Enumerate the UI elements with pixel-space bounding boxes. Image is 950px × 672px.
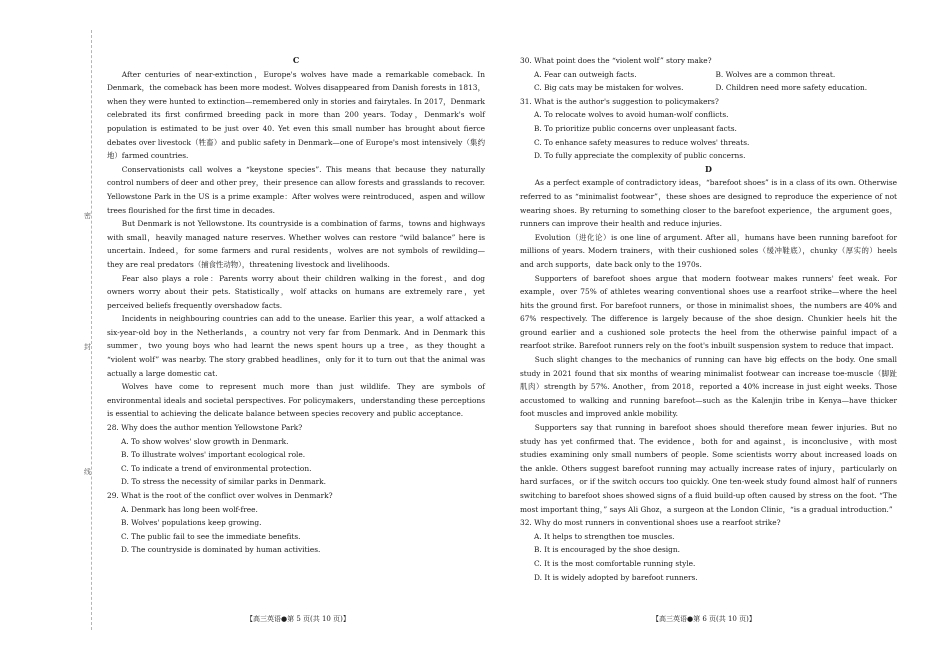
page-footer: 【高三英语●第 5 页(共 10 页)】 xyxy=(246,615,350,623)
paragraph: Conservationists call wolves a “keystone species”. This means that because they naturally control numbers of deer and other prey，their presence can allow forests and grasslands to recover. Yellowstone Park in the US is a prime example：After wolves were reintroduced，aspen and willow trees flourished for the first time in decades. xyxy=(107,164,485,215)
answer-option: C. To enhance safety measures to reduce wolves' threats. xyxy=(534,137,750,147)
answer-option: D. It is widely adopted by barefoot runners. xyxy=(534,572,698,582)
option-row xyxy=(520,81,897,95)
option-row xyxy=(520,68,897,82)
right-column xyxy=(520,54,897,584)
answer-option: A. Denmark has long been wolf-free. xyxy=(121,504,258,514)
margin-mark-seal: 封 xyxy=(84,343,91,351)
answer-option: B. Wolves are a common threat. xyxy=(715,69,836,79)
paragraph: Fear also plays a role：Parents worry about their children walking in the forest，and dog owners worry about their pets. Statistically，wolf attacks on humans are extremely rare，yet perceived beliefs frequently overshadow facts. xyxy=(107,273,485,310)
answer-option: D. The countryside is dominated by human activities. xyxy=(121,545,321,555)
paragraph: Such slight changes to the mechanics of running can have big effects on the body. One small study in 2021 found that six months of wearing minimalist footwear can increase toe-muscle（脚趾肌肉）strength by 57%. Another，from 2018，reported a 40% increase in just eight weeks. Those accustomed to walking and running barefoot—such as the Kalenjin tribe in Kenya—have thicker foot muscles and improved ankle mobility. xyxy=(520,355,897,419)
answer-option: D. To fully appreciate the complexity of public concerns. xyxy=(534,151,746,161)
answer-option: B. It is encouraged by the shoe design. xyxy=(534,545,681,555)
question-stem: 31. What is the author's suggestion to policymakers? xyxy=(520,96,719,106)
answer-option: A. To show wolves' slow growth in Denmark. xyxy=(121,436,289,446)
answer-option: A. It helps to strengthen toe muscles. xyxy=(534,531,675,541)
answer-option: D. Children need more safety education. xyxy=(715,83,868,93)
section-letter: C xyxy=(292,55,300,65)
answer-option: B. To illustrate wolves' important ecological role. xyxy=(121,450,306,460)
answer-option: B. Wolves' populations keep growing. xyxy=(121,518,262,528)
answer-option: C. To indicate a trend of environmental protection. xyxy=(121,463,312,473)
question-stem: 30. What point does the “violent wolf” story make? xyxy=(520,56,712,65)
question-stem: 29. What is the root of the conflict over wolves in Denmark? xyxy=(107,491,333,500)
paragraph: Wolves have come to represent much more than just wildlife. They are symbols of environmental ideals and societal perspectives. For policymakers，understanding these perceptions is essential to achieving the delicate balance between species recovery and public acceptance. xyxy=(107,382,485,419)
left-column xyxy=(107,54,485,557)
binding-line xyxy=(91,30,92,630)
answer-option: A. Fear can outweigh facts. xyxy=(534,69,637,79)
page-footer: 【高三英语●第 6 页(共 10 页)】 xyxy=(652,615,756,623)
answer-option: B. To prioritize public concerns over unpleasant facts. xyxy=(534,123,737,133)
paragraph: But Denmark is not Yellowstone. Its countryside is a combination of farms，towns and highways with small，heavily managed nature reserves. Whether wolves can restore “wild balance” here is uncertain. Indeed，for some farmers and rural residents，wolves are not symbols of rewilding—they are real predators（捕食性动物），threatening livestock and livelihoods. xyxy=(107,219,485,269)
answer-option: C. The public fail to see the immediate benefits. xyxy=(121,531,301,541)
section-letter: D xyxy=(705,163,712,174)
paragraph: After centuries of near-extinction，Europe's wolves have made a remarkable comeback. In Denmark，the comeback has been more modest. Wolves disappeared from Danish forests in 1813，when they were hunted to extinction—remembered only in stories and fairytales. In 2017，Denmark celebrated its first confirmed breeding pack in more than 200 years. Today，Denmark's wolf population is estimated to be just over 40. Yet even this small number has brought about fierce debates over livestock（牲畜）and public safety in Denmark—one of Europe's most intensively（集约地）farmed countries. xyxy=(107,69,485,161)
paragraph: Incidents in neighbouring countries can add to the unease. Earlier this year，a wolf attacked a six-year-old boy in the Netherlands，a country not very far from Denmark. And in Denmark this summer，two young boys who had learnt the news spent hours up a tree，as they thought a “violent wolf” was nearby. The story grabbed headlines，only for it to turn out that the animal was actually a large domestic cat. xyxy=(107,314,485,378)
margin-mark-seal: 密 xyxy=(84,212,91,220)
answer-option: C. Big cats may be mistaken for wolves. xyxy=(534,83,684,93)
paragraph: Supporters of barefoot shoes argue that modern footwear makes runners' feet weak. For example，over 75% of athletes wearing conventional shoes use a rearfoot strike—where the heel hits the ground first. For barefoot runners，or those in minimalist shoes，the numbers are 40% and 67% respectively. The difference is largely because of the shoe design. Chunkier heels hit the ground earlier and a cushioned sole protects the heel from the otherwise painful impact of a rearfoot strike. Barefoot runners rely on the foot's inbuilt suspension system to reduce that impact. xyxy=(520,273,897,351)
paragraph: Evolution（进化论）is one line of argument. After all，humans have been running barefoot for millions of years. Modern trainers，with their cushioned soles（缓冲鞋底），chunky（厚实的）heels and arch supports，date back only to the 1970s. xyxy=(520,232,897,269)
margin-mark-line: 线 xyxy=(84,468,91,476)
paragraph: As a perfect example of contradictory ideas，“barefoot shoes” is in a class of its own. Otherwise referred to as “minimalist footwear”，these shoes are designed to reproduce the experience of not wearing shoes. By returning to something closer to the barefoot experience，the argument goes，runners can improve their health and reduce injuries. xyxy=(520,178,897,229)
question-stem: 32. Why do most runners in conventional shoes use a rearfoot strike? xyxy=(520,518,781,528)
question-stem: 28. Why does the author mention Yellowstone Park? xyxy=(107,423,303,433)
answer-option: D. To stress the necessity of similar parks in Denmark. xyxy=(121,477,326,487)
paragraph: Supporters say that running in barefoot shoes should therefore mean fewer injuries. But no study has yet confirmed that. The evidence，both for and against，is inconclusive，with most studies examining only small numbers of people. Some scientists worry about increased loads on the ankle. Others suggest barefoot running may actually increase rates of injury，particularly on hard surfaces，or if the switch occurs too quickly. One ten-week study found almost half of runners switching to barefoot shoes showed signs of a fluid build-up often caused by stress on the foot. “The most important thing，” says Ali Ghoz，a surgeon at the London Clinic，“is a gradual introduction.” xyxy=(520,423,897,514)
answer-option: A. To relocate wolves to avoid human-wolf conflicts. xyxy=(534,110,729,120)
answer-option: C. It is the most comfortable running style. xyxy=(534,558,696,568)
